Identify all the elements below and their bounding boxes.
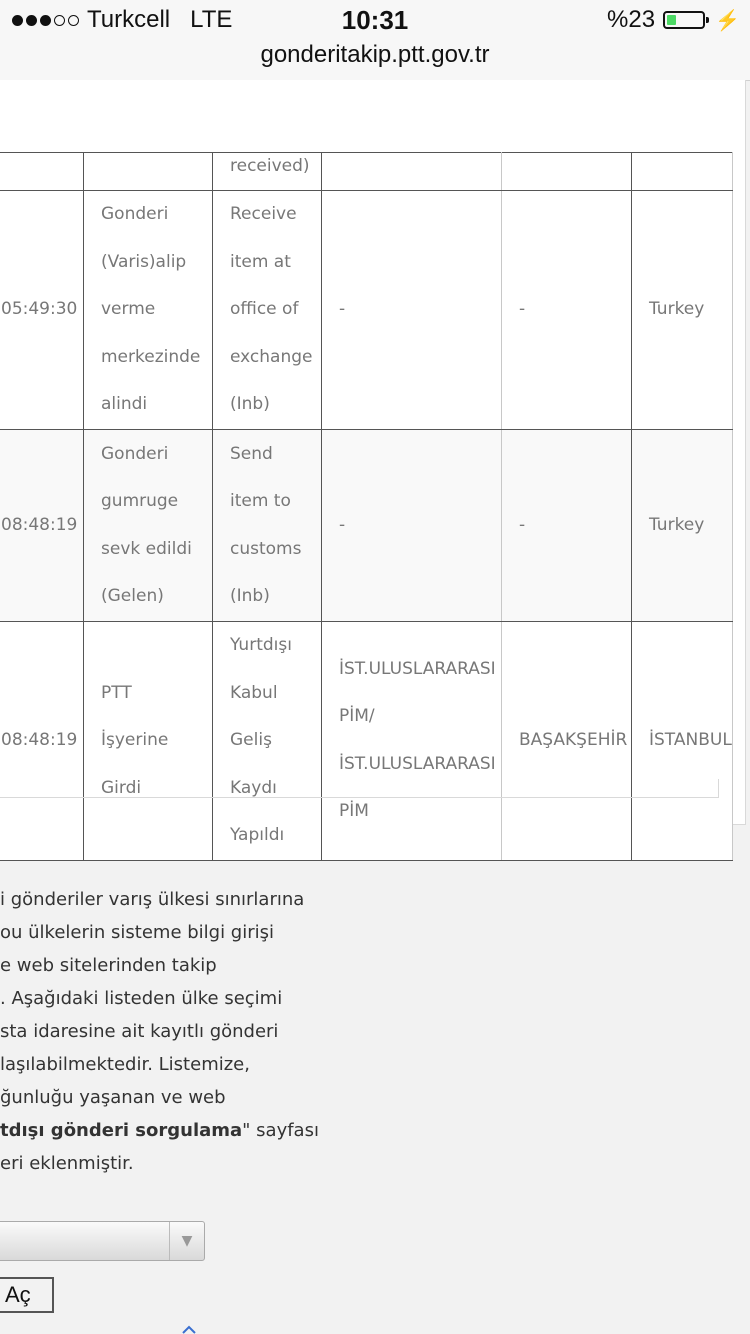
info-line: . Aşağıdaki listeden ülke seçimi <box>0 988 283 1009</box>
location-cell: İSTANBUL <box>632 622 733 861</box>
cell-line: alindi <box>101 394 148 415</box>
table-scroll-divider <box>0 797 718 798</box>
cell-line: PİM <box>339 801 369 822</box>
location-cell: Turkey <box>632 430 733 622</box>
chevron-up-icon <box>182 1325 196 1334</box>
turkish-status-cell <box>84 430 213 622</box>
dropdown-arrow-icon[interactable]: ▼ <box>169 1222 204 1260</box>
charging-bolt-icon: ⚡ <box>715 9 740 32</box>
turkish-status-cell <box>84 191 213 430</box>
info-paragraph <box>0 883 320 1180</box>
info-line: ğunluğu yaşanan ve web <box>0 1087 226 1108</box>
district-cell: BAŞAKŞEHİR <box>502 622 632 861</box>
info-line: laşılabilmektedir. Listemize, <box>0 1054 250 1075</box>
cell-line: Kaydı <box>230 777 277 798</box>
network-type: LTE <box>190 6 233 33</box>
office-cell: - <box>322 191 502 430</box>
english-status-cell <box>213 191 322 430</box>
cell-line: İST.ULUSLARARASI <box>339 658 496 679</box>
battery-percent: %23 <box>607 6 656 33</box>
district-cell: - <box>502 430 632 622</box>
cell-line: customs <box>230 538 302 559</box>
location-cell: Turkey <box>632 191 733 430</box>
country-select[interactable] <box>0 1221 205 1261</box>
table-row <box>0 622 732 861</box>
status-right <box>607 6 740 34</box>
info-line <box>0 1114 320 1147</box>
english-status-cell <box>213 430 322 622</box>
office-cell <box>322 622 502 861</box>
info-line-rest: " sayfası <box>242 1120 319 1141</box>
cell-line: İST.ULUSLARARASI <box>339 753 496 774</box>
cell-line: sevk edildi <box>101 538 192 559</box>
office-cell: - <box>322 430 502 622</box>
cell-line: (Inb) <box>230 394 270 415</box>
tracking-table <box>0 152 733 861</box>
cell-line: (Inb) <box>230 586 270 606</box>
time-cell: 05:49:30 <box>0 191 84 430</box>
tracking-card <box>0 80 746 845</box>
url-text: gonderitakip.ptt.gov.tr <box>260 41 490 68</box>
cell-line: item to <box>230 491 291 511</box>
info-line: e web sitelerinden takip <box>0 955 217 976</box>
table-row <box>0 191 732 430</box>
time-cell: 08:48:19 <box>0 622 84 861</box>
info-line: i gönderiler varış ülkesi sınırlarına <box>0 889 305 910</box>
cell-line: item at <box>230 251 291 272</box>
table-cell <box>322 153 502 191</box>
info-line: eri eklenmiştir. <box>0 1153 134 1174</box>
table-cell <box>84 153 213 191</box>
international-query-link[interactable]: tdışı gönderi sorgulama <box>0 1120 243 1141</box>
table-cell <box>0 153 84 191</box>
district-cell: - <box>502 191 632 430</box>
status-bar <box>0 0 750 40</box>
cell-line: Geliş <box>230 730 272 750</box>
cell-line: exchange <box>230 346 313 367</box>
table-row-partial <box>0 153 732 191</box>
english-status-cell: received) <box>213 153 322 191</box>
table-cell <box>502 153 632 191</box>
cell-line: PTT <box>101 682 132 703</box>
cell-line: Yurtdışı <box>230 635 292 655</box>
info-line: sta idaresine ait kayıtlı gönderi <box>0 1021 279 1042</box>
table-row <box>0 430 732 622</box>
address-bar[interactable] <box>0 40 750 81</box>
cell-line: office of <box>230 299 299 320</box>
english-status-cell <box>213 622 322 861</box>
table-scroll-divider <box>718 779 719 798</box>
cell-line: Gonderi <box>101 204 169 225</box>
cell-line: gumruge <box>101 491 179 511</box>
carrier-name: Turkcell <box>87 6 171 33</box>
info-line: ou ülkelerin sisteme bilgi girişi <box>0 922 275 943</box>
cell-line: verme <box>101 299 156 320</box>
cell-line: Gonderi <box>101 443 169 464</box>
table-cell <box>632 153 733 191</box>
battery-icon <box>663 11 705 29</box>
cell-line: merkezinde <box>101 346 201 367</box>
clock: 10:31 <box>341 5 409 35</box>
cell-line: (Varis)alip <box>101 251 187 272</box>
cell-line: İşyerine <box>101 730 169 750</box>
turkish-status-cell <box>84 622 213 861</box>
cell-line: Receive <box>230 204 297 225</box>
cell-line: (Gelen) <box>101 586 164 606</box>
cell-line: Girdi <box>101 777 142 798</box>
time-cell: 08:48:19 <box>0 430 84 622</box>
cell-line: PİM/ <box>339 706 375 727</box>
cell-line: Send <box>230 443 273 464</box>
cell-line: Yapıldı <box>230 825 285 845</box>
open-button[interactable]: Aç <box>0 1277 54 1313</box>
cell-line: Kabul <box>230 682 278 703</box>
